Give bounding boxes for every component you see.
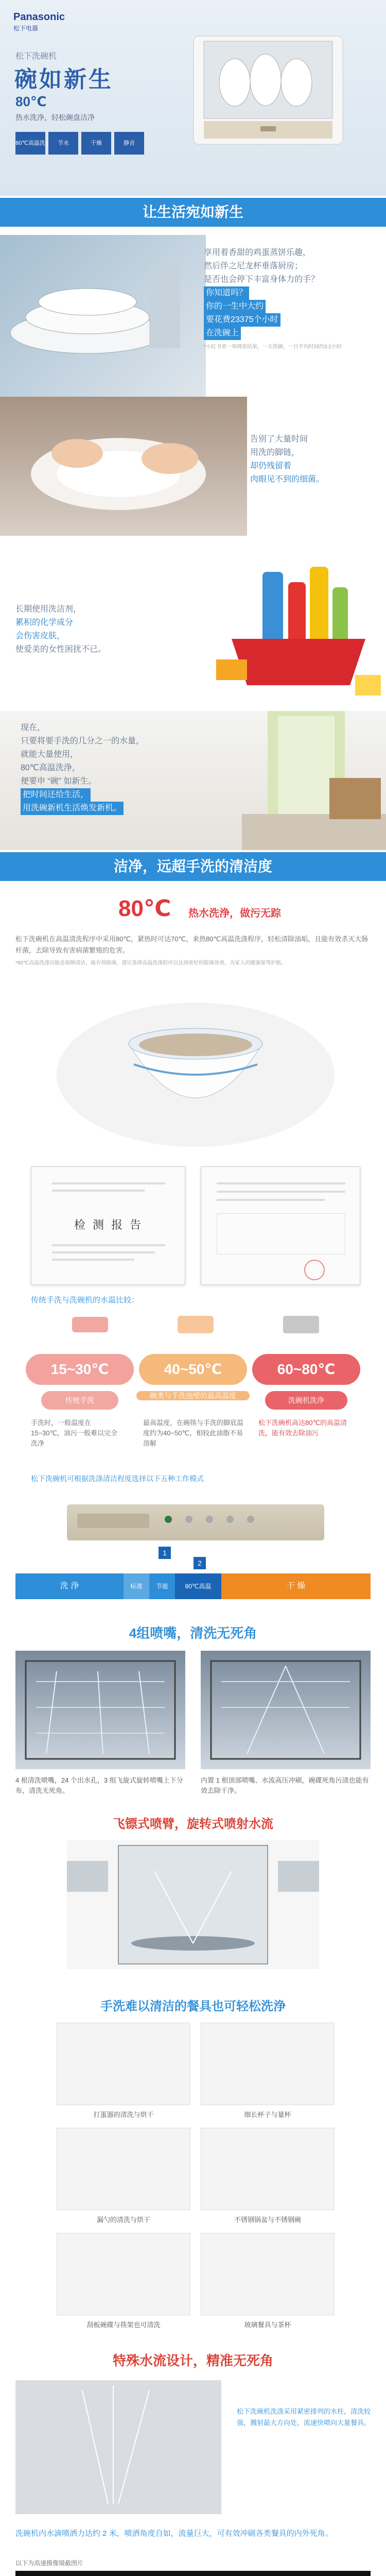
temp-box-dishwasher: 60~80℃ (252, 1354, 360, 1385)
section3-title2: 飞镖式喷臂，旋转式喷射水流 (113, 1817, 273, 1831)
mode-eco[interactable]: 节能 (149, 1573, 175, 1599)
photo-hands-washing (0, 397, 247, 536)
dishwasher-image (183, 21, 353, 155)
feature-badge-80c: 80℃高温洗 (15, 132, 45, 155)
hero-tagline: 热水洗浄，轻松碗盘洁净 (15, 113, 95, 122)
desc-dishwasher: 松下洗碗机高达80℃的高温清洗，能有效去除油污 (258, 1419, 347, 1437)
nozzles-caption-left: 4 根清洗喷嘴，24 个出水孔，3 组飞旋式旋转喷嘴上下分布，清洗无死角。 (15, 1776, 183, 1794)
section-bar-cleanliness: 洁净，远超手洗的清洁度 (0, 852, 386, 881)
test-report-right (201, 1166, 360, 1285)
para-bacteria: 告别了大量时间 用洗的脚链， 却仍残留着 肉眼见不到的细菌。 (250, 435, 325, 484)
pill-handwash: 传统手洗 (41, 1391, 118, 1410)
photo-water-jet (15, 2380, 221, 2514)
photo-dish-stack (0, 235, 206, 400)
photo-jet-height (15, 2571, 371, 2576)
mode-standard[interactable]: 标准 (124, 1573, 149, 1599)
section2-note: *80℃高温洗涤功能是保障清洁，能有效除菌，建议选择高温洗涤程序以达到更好的除菌效果，为家人的健康保驾护航。 (15, 960, 287, 966)
para-detergent: 长期使用洗洁剂， 累积的化学成分 会伤害皮肤， 使爱美的女性困扰不已。 (15, 605, 107, 654)
para-time-spent: 享用着香甜的鸡蛋蒸饼乐趣， 然后伴之尼龙杯垂落厨房； 是否也会停下丰富身体力的手？ 你知道吗？ 你的一生中大约 要花费23375个小时 在洗碗上 *小红书者一项调查结果，一天洗碗，一日平均时间约3.2小时 (204, 248, 342, 350)
section3-title: 4组喷嘴，清洗无死角 (129, 1625, 257, 1641)
tile-whisk-caption: 打蛋器的清洗与烘干 (93, 2111, 154, 2119)
step-marker-1: 1 (159, 1547, 171, 1559)
section-bar-new-life: 让生活宛如新生 (0, 198, 386, 227)
mode-dry-label: 干 燥 (221, 1573, 371, 1599)
pill-hands-temp: 碗类与手洗池壁的最高温度 (136, 1391, 250, 1400)
section4-title: 手洗难以清洁的餐具也可轻松洗浄 (100, 1999, 286, 2013)
section5-bottom: 洗碗机内水滴喷洒力达约 2 米，喷洒角度自如，流量巨大，可有效冲刷各类餐具的内外死角。 (15, 2529, 333, 2538)
desc-handwash: 手洗时，一般温度在15~30℃，油污一般难以完全洗净 (31, 1419, 118, 1447)
tile-steel-bowl (201, 2128, 335, 2210)
hero-title: 碗如新生 (14, 67, 113, 92)
section2-body: 松下洗碗机在高温清洗程序中采用80℃，紧热时可达70℃，来热80℃高温洗涤程序，轻松清除油垢，且能有效杀灭大肠杆菌，去除导致有害病菌繁殖的危害。 (15, 935, 369, 954)
mode-80c[interactable]: 80℃高温 (175, 1573, 221, 1599)
photo-nozzles-right (201, 1651, 371, 1769)
big-temp: 80℃ (118, 896, 171, 921)
tile-strainer (57, 2128, 190, 2210)
temp-box-handwash: 15~30℃ (26, 1354, 134, 1385)
photo-cleaning-supplies (201, 556, 386, 711)
test-report-left (31, 1166, 185, 1285)
report-title: 检 测 报 告 (74, 1218, 144, 1231)
tile-strainer-caption: 漏勺的清洗与烘干 (96, 2216, 150, 2224)
photo-spray-arm (67, 1840, 319, 1969)
panel-intro: 松下洗碗机可根据洗涤清洁程度选择以下五种工作模式 (31, 1475, 204, 1483)
section5-label: 以下为高速摄像镜截图片 (15, 2560, 84, 2567)
control-panel-image (67, 1504, 324, 1540)
tile-steel-bowl-caption: 不锈钢锅盆与不锈钢碗 (234, 2216, 301, 2224)
hero-temp: 80℃ (15, 94, 47, 109)
tile-chopsticks (57, 2233, 190, 2315)
tile-chopsticks-caption: 刮板碗碟与筷架也可清洗 (86, 2321, 161, 2329)
bowl-image (31, 997, 360, 1152)
brand-logo: Panasonic (13, 11, 65, 23)
tile-glassware (201, 2233, 335, 2315)
tile-whisk (57, 2023, 190, 2105)
hero-feature-icons (15, 132, 149, 155)
section5-title: 特殊水流设计，精准无死角 (112, 2353, 273, 2368)
hero-kicker: 松下洗碗机 (15, 52, 57, 61)
pill-dishwasher: 洗碗机洗浄 (265, 1391, 347, 1410)
tile-cups-caption: 细长杯子与量杯 (244, 2111, 291, 2119)
mode-strip (15, 1573, 371, 1599)
tile-glassware-caption: 玻璃餐具与茶杯 (244, 2321, 291, 2329)
mode-wash-label: 洗 浄 (15, 1573, 124, 1599)
feature-badge-water: 节水 (48, 132, 78, 155)
section5-body: 松下洗碗机洗涤采用紧密排列的水柱，清洗较强，溅射最大方向处，流速快喷向大量餐具。 (237, 2408, 371, 2427)
section2-headline: 热水洗浄，做污无踪 (188, 908, 281, 919)
desc-hands: 最高温度，在碗筷与手洗的脚底温度约为40~50℃，相较此油脂不易溶解 (143, 1419, 244, 1447)
temp-box-hands: 40~50℃ (139, 1354, 247, 1385)
feature-badge-quiet: 静音 (114, 132, 144, 155)
photo-nozzles-left (15, 1651, 185, 1769)
temp-intro: 传统手洗与洗碗机的水温比较： (31, 1296, 139, 1304)
nozzles-caption-right: 内置 1 根顶部喷嘴、水流高压冲刷，碗碟死角污渍也能有效去除干净。 (201, 1776, 369, 1794)
tile-cups (201, 2023, 335, 2105)
para-now: 现在， 只要将要手洗的几分之一的水量， 就能大量使用， 80℃高温洗浄， 便要申 “碗” 如新生。 把时间还给生活， 用洗碗新机生活焕发新机。 (21, 721, 237, 815)
step-marker-2: 2 (194, 1557, 206, 1569)
feature-badge-dry: 干燥 (81, 132, 111, 155)
brand-sub: 松下电器 (13, 25, 39, 32)
faucet-icons (41, 1312, 350, 1348)
